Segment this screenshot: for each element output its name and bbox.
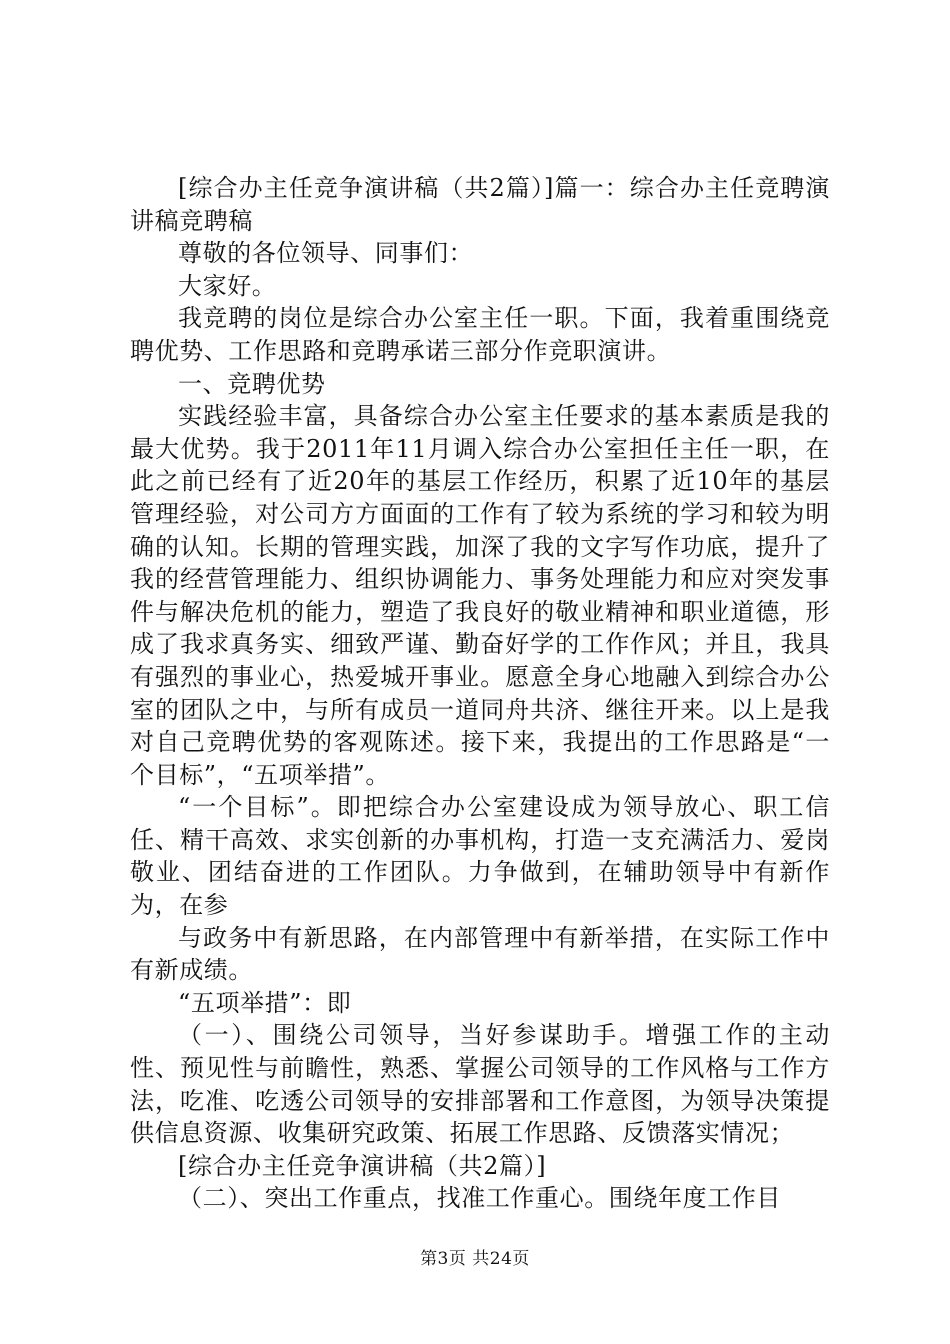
intro-paragraph: 我竞聘的岗位是综合办公室主任一职。下面，我着重围绕竞聘优势、工作思路和竞聘承诺三部分作竞职演讲。: [130, 304, 830, 365]
body-paragraph: （二）、突出工作重点，找准工作重心。围绕年度工作目: [178, 1184, 781, 1213]
body-paragraph: （一）、围绕公司领导，当好参谋助手。增强工作的主动性、预见性与前瞻性，熟悉、掌握公司领导的工作风格与工作方法，吃准、吃透公司领导的安排部署和工作意图，为领导决策提供信息资源、收集研究政策、拓展工作思路、反馈落实情况；: [130, 1021, 830, 1148]
body-paragraph: 实践经验丰富，具备综合办公室主任要求的基本素质是我的最大优势。我于2011年11月调入综合办公室担任主任一职，在此之前已经有了近20年的基层工作经历，积累了近10年的基层管理经验，对公司方方面面的工作有了较为系统的学习和较为明确的认知。长期的管理实践，加深了我的文字写作功底，提升了我的经营管理能力、组织协调能力、事务处理能力和应对突发事件与解决危机的能力，塑造了我良好的敬业精神和职业道德，形成了我求真务实、细致严谨、勤奋好学的工作作风；并且，我具有强烈的事业心，热爱城开事业。愿意全身心地融入到综合办公室的团队之中，与所有成员一道同舟共济、继往开来。以上是我对自己竞聘优势的客观陈述。接下来，我提出的工作思路是“一个目标”，“五项举措”。: [130, 402, 830, 789]
page-number-footer: 第3页 共24页: [420, 1249, 530, 1269]
document-body: [130, 172, 830, 1215]
salutation-paragraph: 尊敬的各位领导、同事们：: [178, 239, 474, 268]
body-paragraph: “一个目标”。即把综合办公室建设成为领导放心、职工信任、精干高效、求实创新的办事机构，打造一支充满活力、爱岗敬业、团结奋进的工作团队。力争做到，在辅助领导中有新作为，在参: [130, 793, 830, 920]
section-heading: 一、竞聘优势: [178, 369, 326, 398]
body-paragraph: “五项举措”：即: [178, 988, 352, 1017]
repeated-title-paragraph: [综合办主任竞争演讲稿（共2篇）]: [178, 1151, 547, 1180]
body-paragraph: 与政务中有新思路，在内部管理中有新举措，在实际工作中有新成绩。: [130, 923, 830, 985]
document-title-paragraph: [综合办主任竞争演讲稿（共2篇）]篇一：综合办主任竞聘演讲稿竞聘稿: [130, 174, 830, 235]
greeting-paragraph: 大家好。: [178, 271, 277, 300]
